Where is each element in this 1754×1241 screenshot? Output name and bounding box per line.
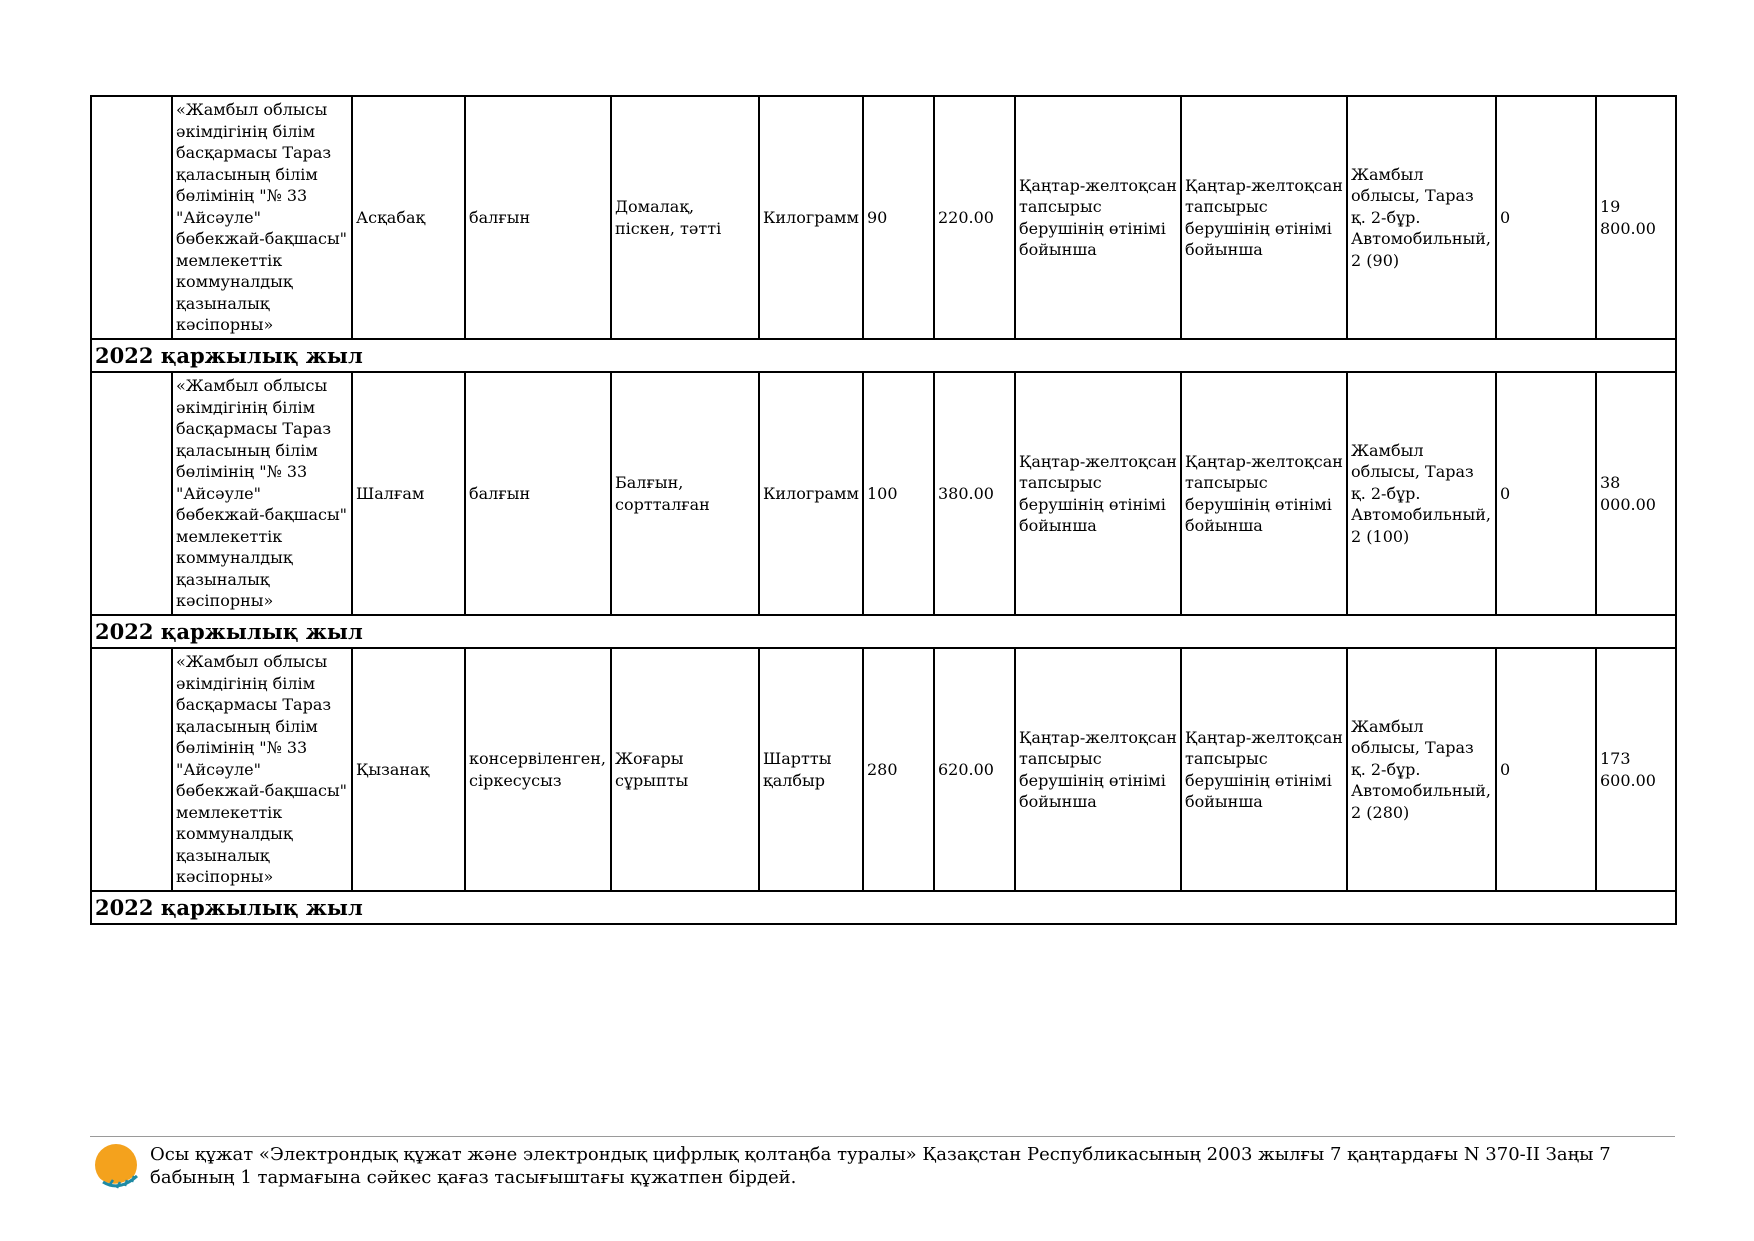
delivery-term-cell: Қаңтар-желтоқсан тапсырыс берушінің өтінімі бойынша (1015, 96, 1181, 339)
product-cell: Шалғам (352, 372, 465, 615)
address-cell: Жамбыл облысы, Тараз қ. 2-бұр. Автомобильный, 2 (280) (1347, 648, 1496, 891)
year-row (91, 339, 1676, 372)
advance-cell: 0 (1496, 372, 1596, 615)
legal-notice-text: Осы құжат «Электрондық құжат және электрондық цифрлық қолтаңба туралы» Қазақстан Республикасының 2003 жылғы 7 қаңтардағы N 370-II Заңы 7 бабының 1 тармағына сәйкес қағаз тасығыштағы құжатпен бірдей. (150, 1144, 1611, 1188)
kind-cell: балғын (465, 96, 611, 339)
kind-cell: консервіленген, сіркесусыз (465, 648, 611, 891)
advance-cell: 0 (1496, 648, 1596, 891)
description-cell: Домалақ, піскен, тәтті (611, 96, 759, 339)
year-label: 2022 қаржылық жыл (91, 615, 1676, 648)
advance-cell: 0 (1496, 96, 1596, 339)
number-cell (91, 648, 172, 891)
product-cell: Қызанақ (352, 648, 465, 891)
quantity-cell: 90 (863, 96, 934, 339)
organization-cell: «Жамбыл облысы әкімдігінің білім басқармасы Тараз қаласының білім бөлімінің "№ 33 "Айсәуле" бөбекжай-бақшасы" мемлекеттік коммуналдық қазыналық кәсіпорны» (172, 648, 352, 891)
price-cell: 380.00 (934, 372, 1015, 615)
quantity-cell: 100 (863, 372, 934, 615)
price-cell: 620.00 (934, 648, 1015, 891)
address-cell: Жамбыл облысы, Тараз қ. 2-бұр. Автомобильный, 2 (100) (1347, 372, 1496, 615)
total-cell: 173 600.00 (1596, 648, 1676, 891)
organization-cell: «Жамбыл облысы әкімдігінің білім басқармасы Тараз қаласының білім бөлімінің "№ 33 "Айсәуле" бөбекжай-бақшасы" мемлекеттік коммуналдық қазыналық кәсіпорны» (172, 372, 352, 615)
table-row (91, 648, 1676, 891)
unit-cell: Килограмм (759, 372, 863, 615)
table-row (91, 96, 1676, 339)
total-cell: 38 000.00 (1596, 372, 1676, 615)
unit-cell: Килограмм (759, 96, 863, 339)
organization-cell: «Жамбыл облысы әкімдігінің білім басқармасы Тараз қаласының білім бөлімінің "№ 33 "Айсәуле" бөбекжай-бақшасы" мемлекеттік коммуналдық қазыналық кәсіпорны» (172, 96, 352, 339)
egov-sun-logo-icon (93, 1142, 143, 1192)
delivery-term-cell: Қаңтар-желтоқсан тапсырыс берушінің өтінімі бойынша (1015, 648, 1181, 891)
price-cell: 220.00 (934, 96, 1015, 339)
address-cell: Жамбыл облысы, Тараз қ. 2-бұр. Автомобильный, 2 (90) (1347, 96, 1496, 339)
payment-term-cell: Қаңтар-желтоқсан тапсырыс берушінің өтінімі бойынша (1181, 648, 1347, 891)
unit-cell: Шартты қалбыр (759, 648, 863, 891)
procurement-plan-table (90, 95, 1677, 925)
year-label: 2022 қаржылық жыл (91, 891, 1676, 924)
description-cell: Балғын, сортталған (611, 372, 759, 615)
year-label: 2022 қаржылық жыл (91, 339, 1676, 372)
number-cell (91, 372, 172, 615)
table-row (91, 372, 1676, 615)
payment-term-cell: Қаңтар-желтоқсан тапсырыс берушінің өтінімі бойынша (1181, 372, 1347, 615)
description-cell: Жоғары сұрыпты (611, 648, 759, 891)
year-row (91, 615, 1676, 648)
payment-term-cell: Қаңтар-желтоқсан тапсырыс берушінің өтінімі бойынша (1181, 96, 1347, 339)
delivery-term-cell: Қаңтар-желтоқсан тапсырыс берушінің өтінімі бойынша (1015, 372, 1181, 615)
quantity-cell: 280 (863, 648, 934, 891)
total-cell: 19 800.00 (1596, 96, 1676, 339)
kind-cell: балғын (465, 372, 611, 615)
year-row (91, 891, 1676, 924)
number-cell (91, 96, 172, 339)
document-footer (90, 1136, 1675, 1188)
product-cell: Асқабақ (352, 96, 465, 339)
